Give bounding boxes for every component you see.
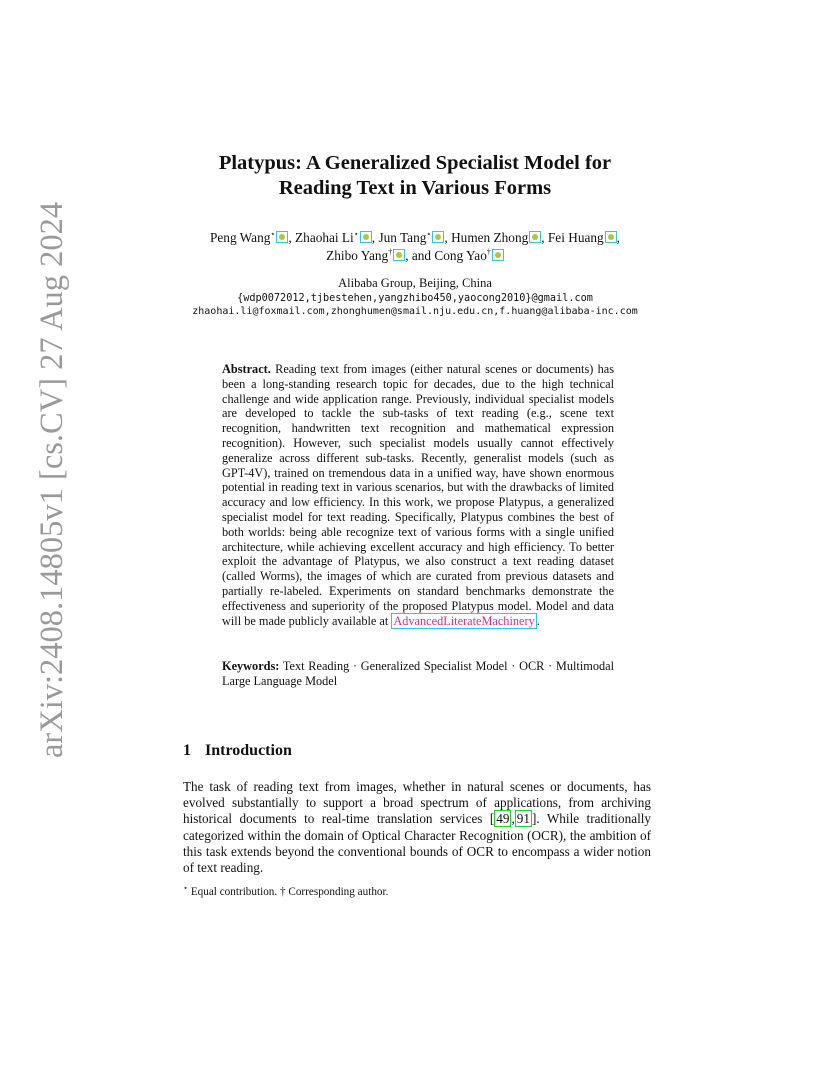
- footnote-mark: ⋆: [183, 883, 189, 893]
- email-list: zhaohai.li@foxmail.com,zhonghumen@smail.nju.edu.cn,f.huang@alibaba-inc.com: [192, 306, 638, 317]
- author-mark: †: [388, 247, 393, 257]
- intro-text: The task of reading text from images, whether in natural scenes or documents, has evolved substantially to support a broad spectrum of applications, from archiving historical documents to real-time translation services: [183, 779, 651, 827]
- orcid-icon[interactable]: [432, 231, 444, 243]
- paper-title: [140, 151, 690, 201]
- footnote-text: Equal contribution. † Corresponding author.: [190, 886, 389, 898]
- affiliation-block: [140, 275, 690, 307]
- title-line-1: Platypus: A Generalized Specialist Model for: [218, 152, 612, 174]
- author-name: Fei Huang: [547, 230, 604, 245]
- author-mark: ⋆: [426, 229, 432, 239]
- author-name: Zhibo Yang: [326, 248, 389, 263]
- abstract-text: Reading text from images (either natural scenes or documents) has been a long-standing research topic for decades, due to the high technical challenge and wide application range. Previously, individual specialist models are developed to tackle the sub-tasks of text reading (e.g., scene text recognition, handwritten text recognition and mathematical expression recognition). However, such specialist models usually cannot effectively generalize across different sub-tasks. Recently, generalist models (such as GPT-4V), trained on tremendous data in a unified way, have shown enormous potential in reading text in various scenarios, but with the drawbacks of limited accuracy and low efficiency. In this work, we propose Platypus, a generalized specialist model for text reading. Specifically, Platypus combines the best of both worlds: being able recognize text of various forms with a single unified architecture, while achieving excellent accuracy and high efficiency. To better exploit the advantage of Platypus, we also construct a text reading dataset (called Worms), the images of which are curated from previous datasets and partially re-labeled. Experiments on standard benchmarks demonstrate the effectiveness and superiority of the proposed Platypus model. Model and data will be made publicly available at: [222, 362, 615, 628]
- orcid-icon[interactable]: [276, 231, 288, 243]
- footnote: [183, 883, 389, 898]
- keywords-label: Keywords:: [222, 659, 280, 673]
- citation-link[interactable]: 91: [516, 811, 530, 827]
- author-mark: ⋆: [353, 229, 359, 239]
- keywords: [222, 659, 614, 689]
- abstract-end: .: [536, 613, 540, 628]
- author-mark: ⋆: [270, 229, 276, 239]
- author-name: Zhaohai Li: [295, 230, 354, 245]
- section-title: Introduction: [205, 742, 292, 759]
- orcid-icon[interactable]: [492, 249, 504, 261]
- author-name: Humen Zhong: [451, 230, 529, 245]
- author-name: Jun Tang: [378, 230, 427, 245]
- section-number: 1: [183, 742, 191, 759]
- author-name: Peng Wang: [210, 230, 271, 245]
- orcid-icon[interactable]: [529, 231, 541, 243]
- code-link[interactable]: AdvancedLiterateMachinery: [393, 613, 535, 628]
- citation-link[interactable]: 49: [496, 811, 510, 827]
- abstract: [222, 362, 614, 628]
- author-mark: †: [486, 247, 491, 257]
- section-heading: [183, 742, 292, 760]
- orcid-icon[interactable]: [393, 249, 405, 261]
- affiliation: Alibaba Group, Beijing, China: [338, 276, 492, 290]
- orcid-icon[interactable]: [360, 231, 372, 243]
- intro-text: . While traditionally categorized within the domain of Optical Character Recognition (OCR), the ambition of this task extends beyond the conventional bounds of OCR to encompass a wider notion of text reading.: [183, 811, 651, 876]
- arxiv-identifier: arXiv:2408.14805v1 [cs.CV] 27 Aug 2024: [34, 201, 70, 758]
- orcid-icon[interactable]: [605, 231, 617, 243]
- title-line-2: Reading Text in Various Forms: [278, 177, 552, 199]
- abstract-label: Abstract.: [222, 362, 271, 376]
- intro-paragraph: The task of reading text from images, whether in natural scenes or documents, has evolved substantially to support a broad spectrum of applications, from archiving historical documents to real-time translation services [ 49 , 91 ]. While traditionally categorized within the domain of Optical Character Recognition (OCR), the ambition of this task extends beyond the conventional bounds of OCR to encompass a wider notion of text reading.: [183, 779, 651, 876]
- keywords-text: Text Reading · Generalized Specialist Model · OCR · Multimodal Large Language Model: [222, 659, 614, 688]
- email-list: {wdp0072012,tjbestehen,yangzhibo450,yaocong2010}@gmail.com: [237, 293, 593, 304]
- author-list: Peng Wang⋆ , Zhaohai Li⋆ , Jun Tang⋆ , Humen Zhong , Fei Huang , Zhibo Yang† , and Cong Yao†: [210, 229, 620, 263]
- author-name: Cong Yao: [434, 248, 487, 263]
